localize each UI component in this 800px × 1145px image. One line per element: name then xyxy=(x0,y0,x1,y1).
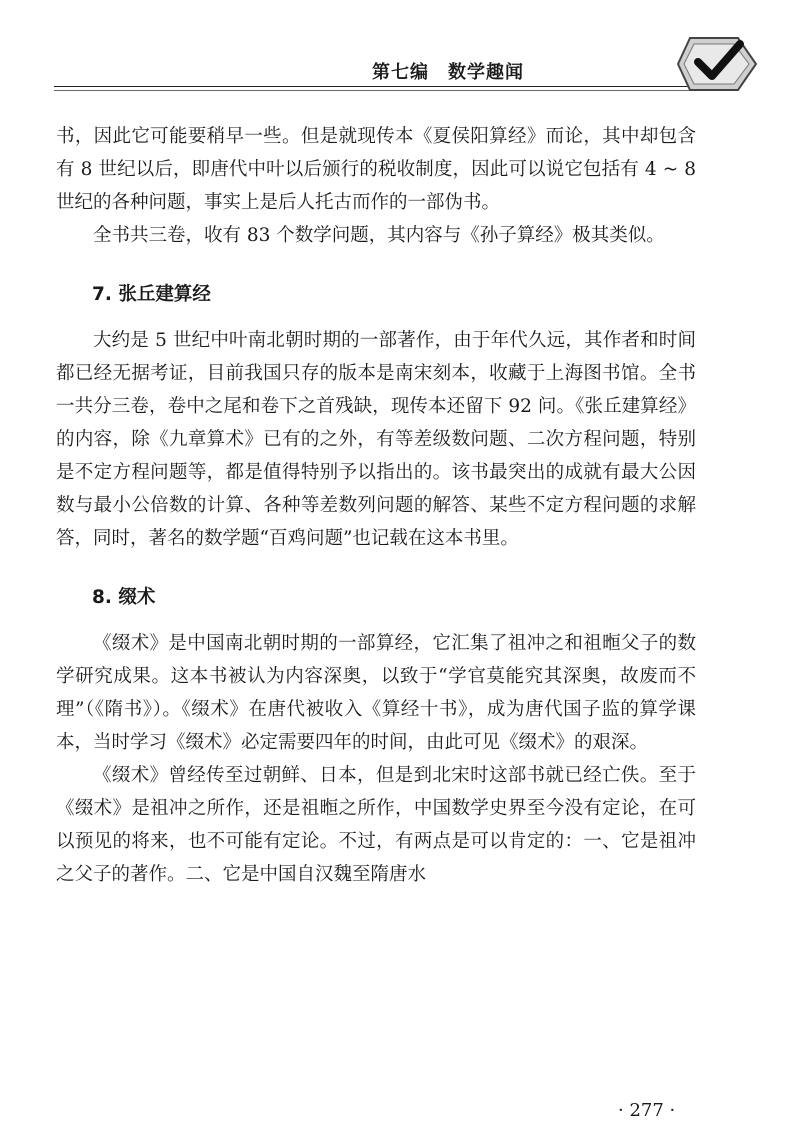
section-heading-8: 8. 缀术 xyxy=(92,587,156,608)
checkmark-hexagon-icon xyxy=(676,30,758,98)
paragraph: 全书共三卷，收有 83 个数学问题，其内容与《孙子算经》极其类似。 xyxy=(93,225,665,246)
section-heading-7: 7. 张丘建算经 xyxy=(92,284,211,305)
page-body xyxy=(56,120,696,891)
chapter-title: 第七编 数学趣闻 xyxy=(372,62,524,83)
header-rule xyxy=(54,86,700,87)
running-header xyxy=(0,0,800,100)
header-rule-thin xyxy=(54,90,700,91)
paragraph: 书，因此它可能要稍早一些。但是就现传本《夏侯阳算经》而论，其中却包含有 8 世纪以后，即唐代中叶以后颁行的税收制度，因此可以说它包括有 4 ~ 8 世纪的各种问题，事实上是后人托古而作的一部伪书。 xyxy=(56,126,696,213)
paragraph: 大约是 5 世纪中叶南北朝时期的一部著作，由于年代久远，其作者和时间都已经无据考证，目前我国只存的版本是南宋刻本，收藏于上海图书馆。全书一共分三卷，卷中之尾和卷下之首残缺，现传本还留下 92 问。《张丘建算经》的内容，除《九章算术》已有的之外，有等差级数问题、二次方程问题，特别是不定方程问题等，都是值得特别予以指出的。该书最突出的成就有最大公因数与最小公倍数的计算、各种等差数列问题的解答、某些不定方程问题的求解答，同时，著名的数学题“百鸡问题”也记载在这本书里。 xyxy=(56,330,696,549)
page-number: · 277 · xyxy=(618,1100,676,1121)
paragraph: 《缀术》是中国南北朝时期的一部算经，它汇集了祖冲之和祖暅父子的数学研究成果。这本书被认为内容深奥，以致于“学官莫能究其深奥，故废而不理”（《隋书》）。《缀术》在唐代被收入《算经十书》，成为唐代国子监的算学课本，当时学习《缀术》必定需要四年的时间，由此可见《缀术》的艰深。 xyxy=(56,633,696,753)
paragraph: 《缀术》曾经传至过朝鲜、日本，但是到北宋时这部书就已经亡佚。至于《缀术》是祖冲之所作，还是祖暅之所作，中国数学史界至今没有定论，在可以预见的将来，也不可能有定论。不过，有两点是可以肯定的：一、它是祖冲之父子的著作。二、它是中国自汉魏至隋唐水 xyxy=(56,765,696,885)
